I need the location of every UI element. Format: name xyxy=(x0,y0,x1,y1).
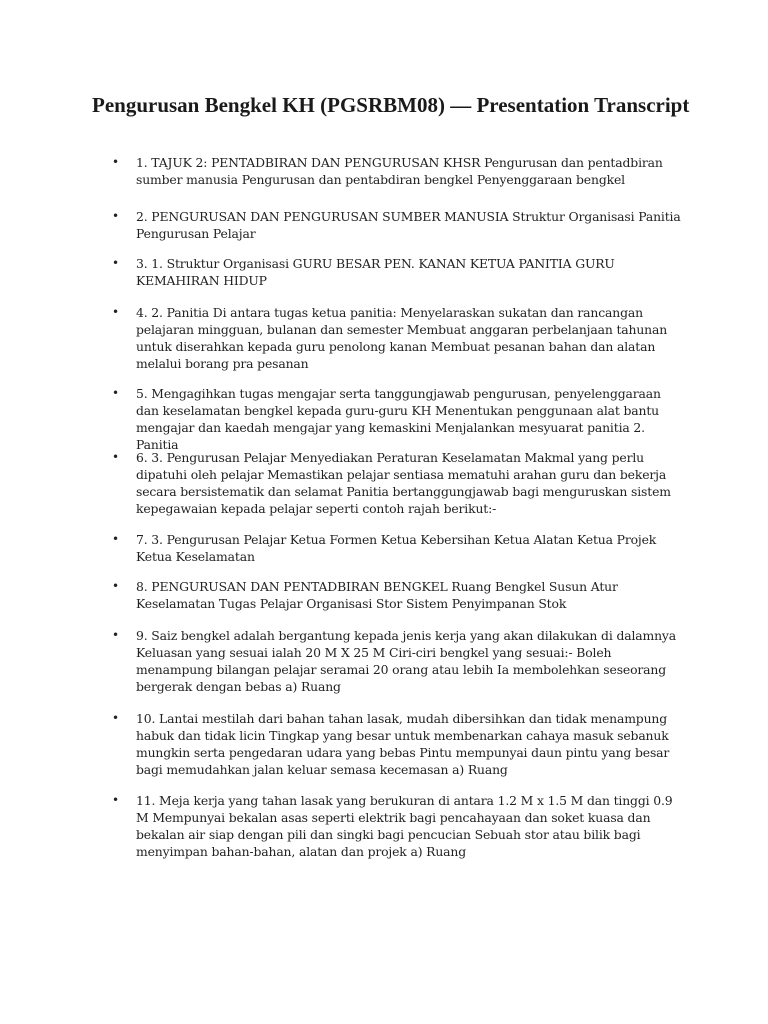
bullet-icon: • xyxy=(112,579,120,593)
bullet-icon: • xyxy=(112,305,120,319)
bullet-icon: • xyxy=(112,793,120,807)
slide-text: 4. 2. Panitia Di antara tugas ketua panitia: Menyelaraskan sukatan dan rancangan pelajaran mingguan, bulanan dan semester Membuat anggaran perbelanjaan tahunan untuk diserahkan kepada guru penolong kanan Membuat pesanan bahan dan alatan melalui borang pra pesanan xyxy=(136,305,668,371)
bullet-icon: • xyxy=(112,209,120,223)
slide-text: 8. PENGURUSAN DAN PENTADBIRAN BENGKEL Ruang Bengkel Susun Atur Keselamatan Tugas Pelajar Organisasi Stor Sistem Penyimpanan Stok xyxy=(136,579,618,611)
list-item xyxy=(112,578,682,612)
bullet-icon: • xyxy=(112,155,120,169)
slide-text: 11. Meja kerja yang tahan lasak yang berukuran di antara 1.2 M x 1.5 M dan tinggi 0.9 M Mempunyai bekalan asas seperti elektrik bagi pencahayaan dan soket kuasa dan bekalan air siap dengan pili dan singki bagi pencucian Sebuah stor atau bilik bagi menyimpan bahan-bahan, alatan dan projek a) Ruang xyxy=(136,793,673,859)
bullet-icon: • xyxy=(112,628,120,642)
list-item xyxy=(112,792,682,860)
slide-text: 1. TAJUK 2: PENTADBIRAN DAN PENGURUSAN KHSR Pengurusan dan pentadbiran sumber manusia Pengurusan dan pentabdiran bengkel Penyenggaraan bengkel xyxy=(136,155,663,187)
bullet-icon: • xyxy=(112,256,120,270)
document-title: Pengurusan Bengkel KH (PGSRBM08) — Presentation Transcript xyxy=(92,93,690,117)
slide-text: 6. 3. Pengurusan Pelajar Menyediakan Peraturan Keselamatan Makmal yang perlu dipatuhi oleh pelajar Memastikan pelajar sentiasa mematuhi arahan guru dan bekerja secara bersistematik dan selamat Panitia bertanggungjawab bagi menguruskan sistem kepegawaian kepada pelajar seperti contoh rajah berikut:- xyxy=(136,450,671,516)
slide-text: 7. 3. Pengurusan Pelajar Ketua Formen Ketua Kebersihan Ketua Alatan Ketua Projek Ketua Keselamatan xyxy=(136,532,657,564)
list-item xyxy=(112,627,682,695)
bullet-icon: • xyxy=(112,386,120,400)
slide-text: 9. Saiz bengkel adalah bergantung kepada jenis kerja yang akan dilakukan di dalamnya Keluasan yang sesuai ialah 20 M X 25 M Ciri-ciri bengkel yang sesuai:- Boleh menampung bilangan pelajar seramai 20 orang atau lebih Ia membolehkan seseorang bergerak dengan bebas a) Ruang xyxy=(136,628,677,694)
slide-text: 3. 1. Struktur Organisasi GURU BESAR PEN. KANAN KETUA PANITIA GURU KEMAHIRAN HIDUP xyxy=(136,256,615,288)
list-item xyxy=(112,449,682,517)
list-item xyxy=(112,154,682,188)
bullet-icon: • xyxy=(112,532,120,546)
slide-text: 10. Lantai mestilah dari bahan tahan lasak, mudah dibersihkan dan tidak menampung habuk dan tidak licin Tingkap yang besar untuk membenarkan cahaya masuk sebanuk mungkin serta pengedaran udara yang bebas Pintu mempunyai daun pintu yang besar bagi memudahkan jalan keluar semasa kecemasan a) Ruang xyxy=(136,711,670,777)
slide-text: 5. Mengagihkan tugas mengajar serta tanggungjawab pengurusan, penyelenggaraan dan keselamatan bengkel kepada guru-guru KH Menentukan penggunaan alat bantu mengajar dan kaedah mengajar yang kemaskini Menjalankan mesyuarat panitia 2. Panitia xyxy=(136,386,661,452)
slide-text: 2. PENGURUSAN DAN PENGURUSAN SUMBER MANUSIA Struktur Organisasi Panitia Pengurusan Pelajar xyxy=(136,209,681,241)
bullet-icon: • xyxy=(112,711,120,725)
list-item xyxy=(112,255,682,289)
list-item xyxy=(112,385,682,453)
list-item xyxy=(112,710,682,778)
list-item xyxy=(112,208,682,242)
list-item xyxy=(112,531,682,565)
bullet-icon: • xyxy=(112,450,120,464)
list-item xyxy=(112,304,682,372)
